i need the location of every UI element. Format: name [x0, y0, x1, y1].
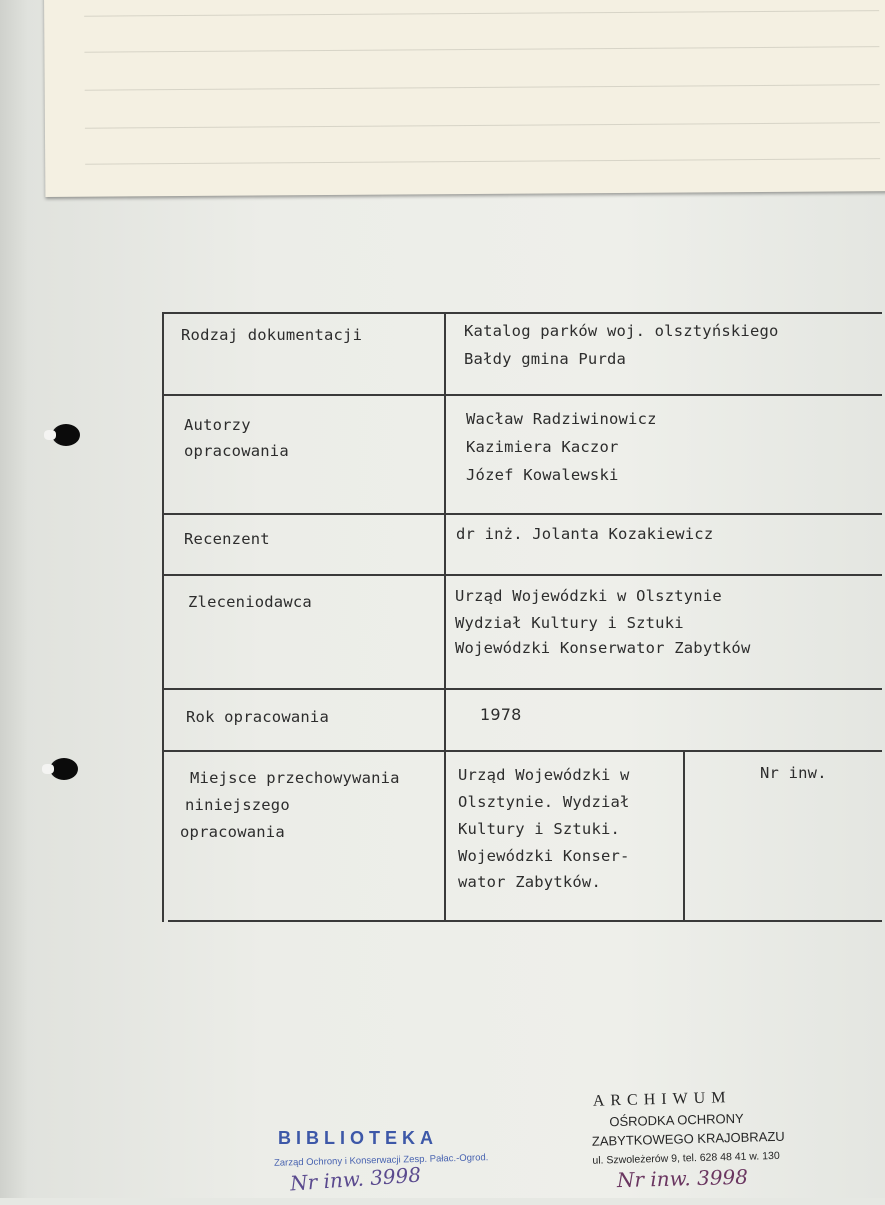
punch-hole-bottom — [50, 758, 78, 780]
row-label-authors-2: opracowania — [184, 442, 289, 460]
storage-line: Kultury i Sztuki. — [458, 820, 621, 838]
overlapping-paper-sheet — [44, 0, 885, 197]
library-handwritten-number: Nr inw. 3998 — [289, 1162, 422, 1196]
row-label-storage-2: niniejszego — [185, 796, 290, 814]
archive-stamp-title: ARCHIWUM — [592, 1089, 732, 1110]
library-stamp-subtitle: Zarząd Ochrony i Konserwacji Zesp. Pałac.-Ogrod. — [273, 1152, 489, 1169]
author-name: Józef Kowalewski — [466, 466, 619, 484]
row-label-reviewer: Recenzent — [184, 530, 270, 548]
page-edge — [0, 0, 28, 1198]
commissioner-line: Urząd Wojewódzki w Olsztynie — [455, 587, 722, 605]
inventory-number-label: Nr inw. — [760, 764, 827, 782]
row-value-catalog: Katalog parków woj. olsztyńskiego — [464, 322, 779, 340]
row-label-doc-type: Rodzaj dokumentacji — [181, 326, 363, 344]
author-name: Kazimiera Kaczor — [466, 438, 619, 456]
row-label-storage: Miejsce przechowywania — [190, 769, 400, 787]
row-label-year: Rok opracowania — [186, 708, 329, 726]
row-value-location: Bałdy gmina Purda — [464, 350, 627, 368]
punch-hole-top — [52, 424, 80, 446]
storage-line: Wojewódzki Konser- — [458, 847, 630, 865]
storage-line: Olsztynie. Wydział — [458, 793, 630, 811]
storage-line: Urząd Wojewódzki w — [458, 766, 630, 784]
archive-stamp-address: ul. Szwoleżerów 9, tel. 628 48 41 w. 130 — [592, 1149, 780, 1167]
reviewer-name: dr inż. Jolanta Kozakiewicz — [456, 525, 714, 543]
row-label-commissioner: Zleceniodawca — [188, 593, 312, 611]
archive-stamp — [587, 1087, 810, 1201]
year-value: 1978 — [480, 705, 522, 724]
archive-handwritten-number: Nr inw. 3998 — [616, 1164, 749, 1193]
library-stamp-title: BIBLIOTEKA — [278, 1128, 438, 1148]
archive-stamp-line: OŚRODKA OCHRONY — [609, 1110, 744, 1130]
library-stamp — [270, 1125, 530, 1205]
row-label-storage-3: opracowania — [180, 823, 285, 841]
storage-line: wator Zabytków. — [458, 873, 601, 891]
commissioner-line: Wojewódzki Konserwator Zabytków — [455, 639, 751, 657]
commissioner-line: Wydział Kultury i Sztuki — [455, 614, 684, 632]
author-name: Wacław Radziwinowicz — [466, 410, 657, 428]
row-label-authors: Autorzy — [184, 416, 251, 434]
archive-stamp-line: ZABYTKOWEGO KRAJOBRAZU — [591, 1128, 785, 1149]
